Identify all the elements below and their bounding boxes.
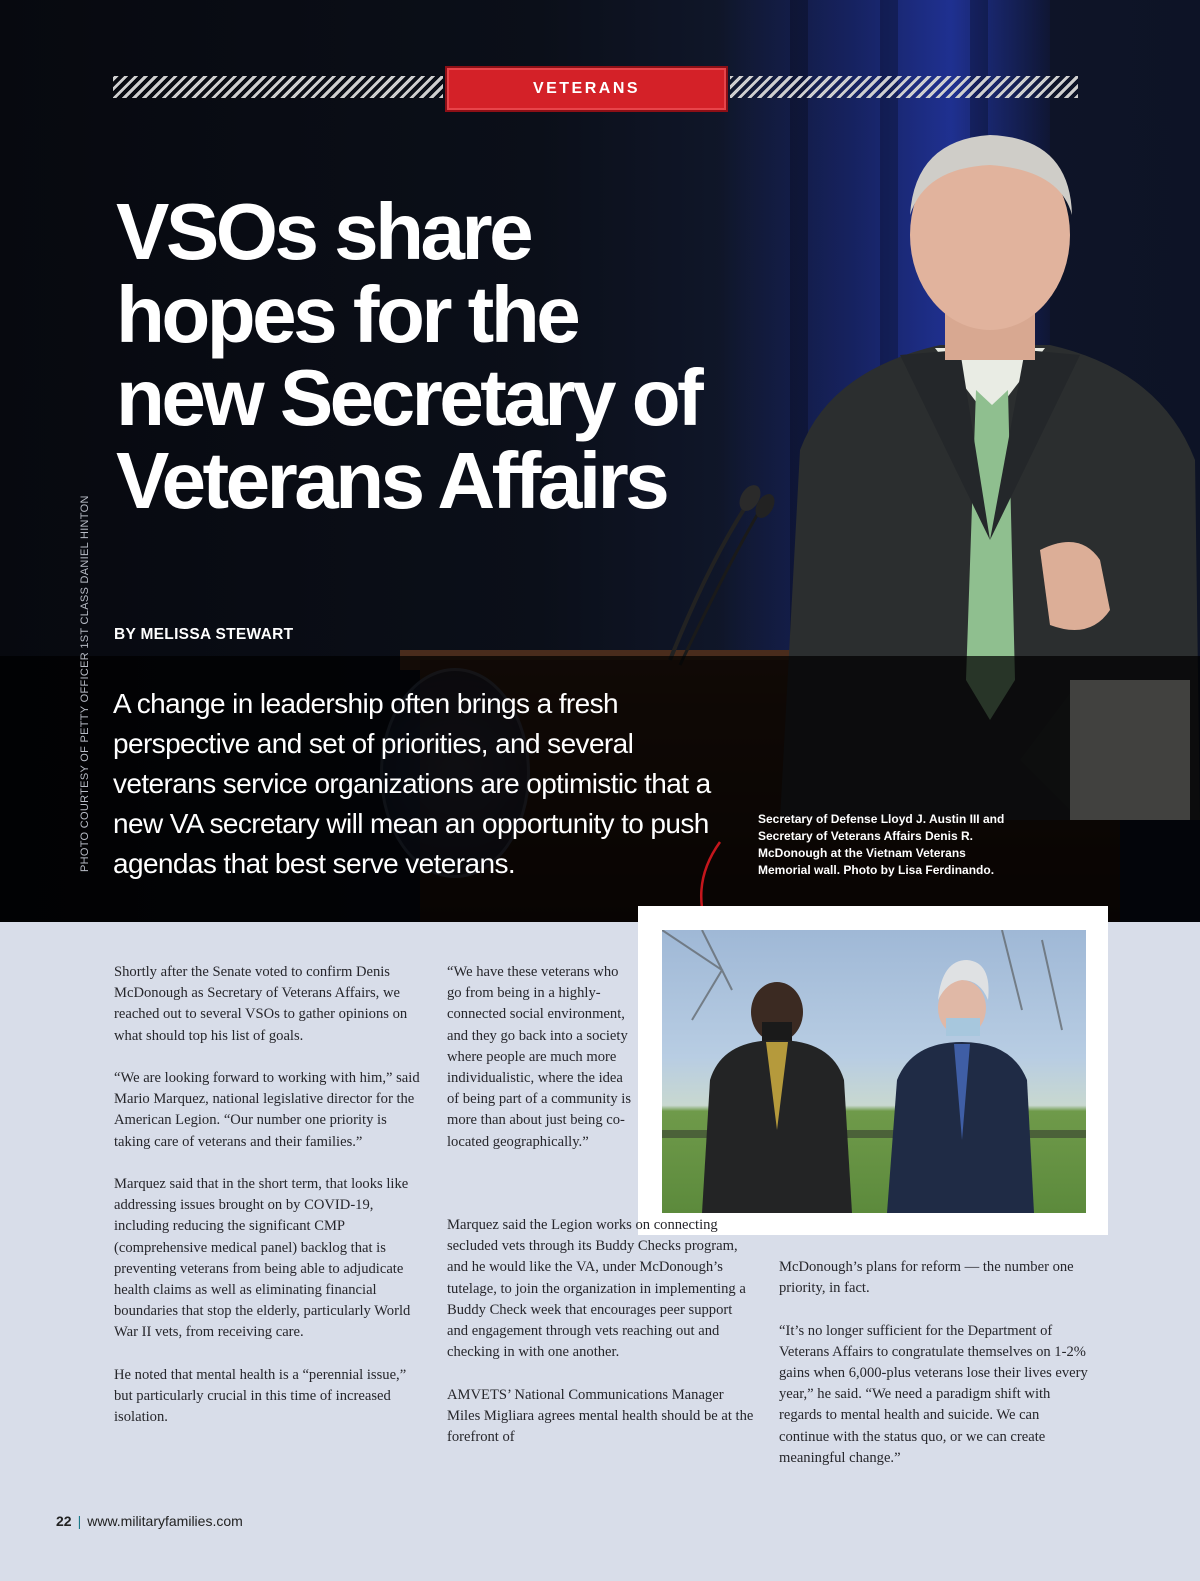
paragraph: “We are looking forward to working with him,” said Mario Marquez, national legislative director for the American Legion. “Our number one priority is taking care of veterans and their families.”	[114, 1070, 420, 1150]
section-tag: VETERANS	[445, 66, 728, 112]
article-headline: VSOs share hopes for the new Secretary of Veterans Affairs	[116, 187, 701, 525]
tag-stripe-left	[113, 76, 443, 98]
paragraph: Shortly after the Senate voted to confirm Denis McDonough as Secretary of Veterans Affairs, we reached out to several VSOs to gather opinions on what should top his list of goals.	[114, 964, 408, 1044]
page-number: 22	[56, 1513, 72, 1529]
article-deck: A change in leadership often brings a fresh perspective and set of priorities, and several veterans service organizations are optimistic that a new VA secretary will mean an opportunity to push agendas that best serve veterans.	[113, 688, 711, 879]
page-footer	[56, 1513, 243, 1529]
paragraph: “It’s no longer sufficient for the Department of Veterans Affairs to congratulate themselves on 1-2% gains when 6,000-plus veterans lose their lives every year,” he said. “We need a paradigm shift with regards to mental health and suicide. We can continue with the status quo, or we can create meaningful change.”	[779, 1322, 1088, 1466]
body-column-1	[114, 962, 426, 1450]
body-column-2-bottom	[447, 1215, 757, 1469]
body-column-2-top	[447, 962, 632, 1174]
inset-photo-frame	[638, 906, 1108, 1235]
body-column-3	[779, 1257, 1089, 1490]
paragraph: “We have these veterans who go from being in a highly-connected social environment, and they go back into a society where people are much more individualistic, where the idea of being part of a community is more than about just being co-located geographically.”	[447, 964, 632, 1150]
paragraph: He noted that mental health is a “perennial issue,” but particularly crucial in this time of increased isolation.	[114, 1366, 407, 1426]
photo-credit: PHOTO COURTESY OF PETTY OFFICER 1ST CLASS DANIEL HINTON	[79, 495, 91, 872]
folio-divider: |	[77, 1513, 82, 1529]
inset-caption: Secretary of Defense Lloyd J. Austin III and Secretary of Veterans Affairs Denis R. McDonough at the Vietnam Veterans Memorial wall. Photo by Lisa Ferdinando.	[758, 812, 1005, 877]
footer-url[interactable]: www.militaryfamilies.com	[87, 1513, 243, 1529]
tag-stripe-right	[730, 76, 1078, 98]
paragraph: Marquez said the Legion works on connecting secluded vets through its Buddy Checks program, and he would like the VA, under McDonough’s tutelage, to join the organization in implementing a Buddy Check week that encourages peer support and engagement through vets reaching out and checking in with one another.	[447, 1217, 746, 1361]
paragraph: AMVETS’ National Communications Manager Miles Migliara agrees mental health should be at the forefront of	[447, 1386, 754, 1446]
paragraph: Marquez said that in the short term, that looks like addressing issues brought on by COVID-19, including reducing the significant CMP (comprehensive medical panel) backlog that is preventing veterans from being able to adjudicate health claims as well as eliminating financial boundaries that stop the elderly, particularly World War II vets, from receiving care.	[114, 1176, 411, 1341]
inset-photo	[662, 930, 1086, 1213]
article-byline: BY MELISSA STEWART	[114, 626, 294, 643]
paragraph: McDonough’s plans for reform — the number one priority, in fact.	[779, 1259, 1074, 1297]
